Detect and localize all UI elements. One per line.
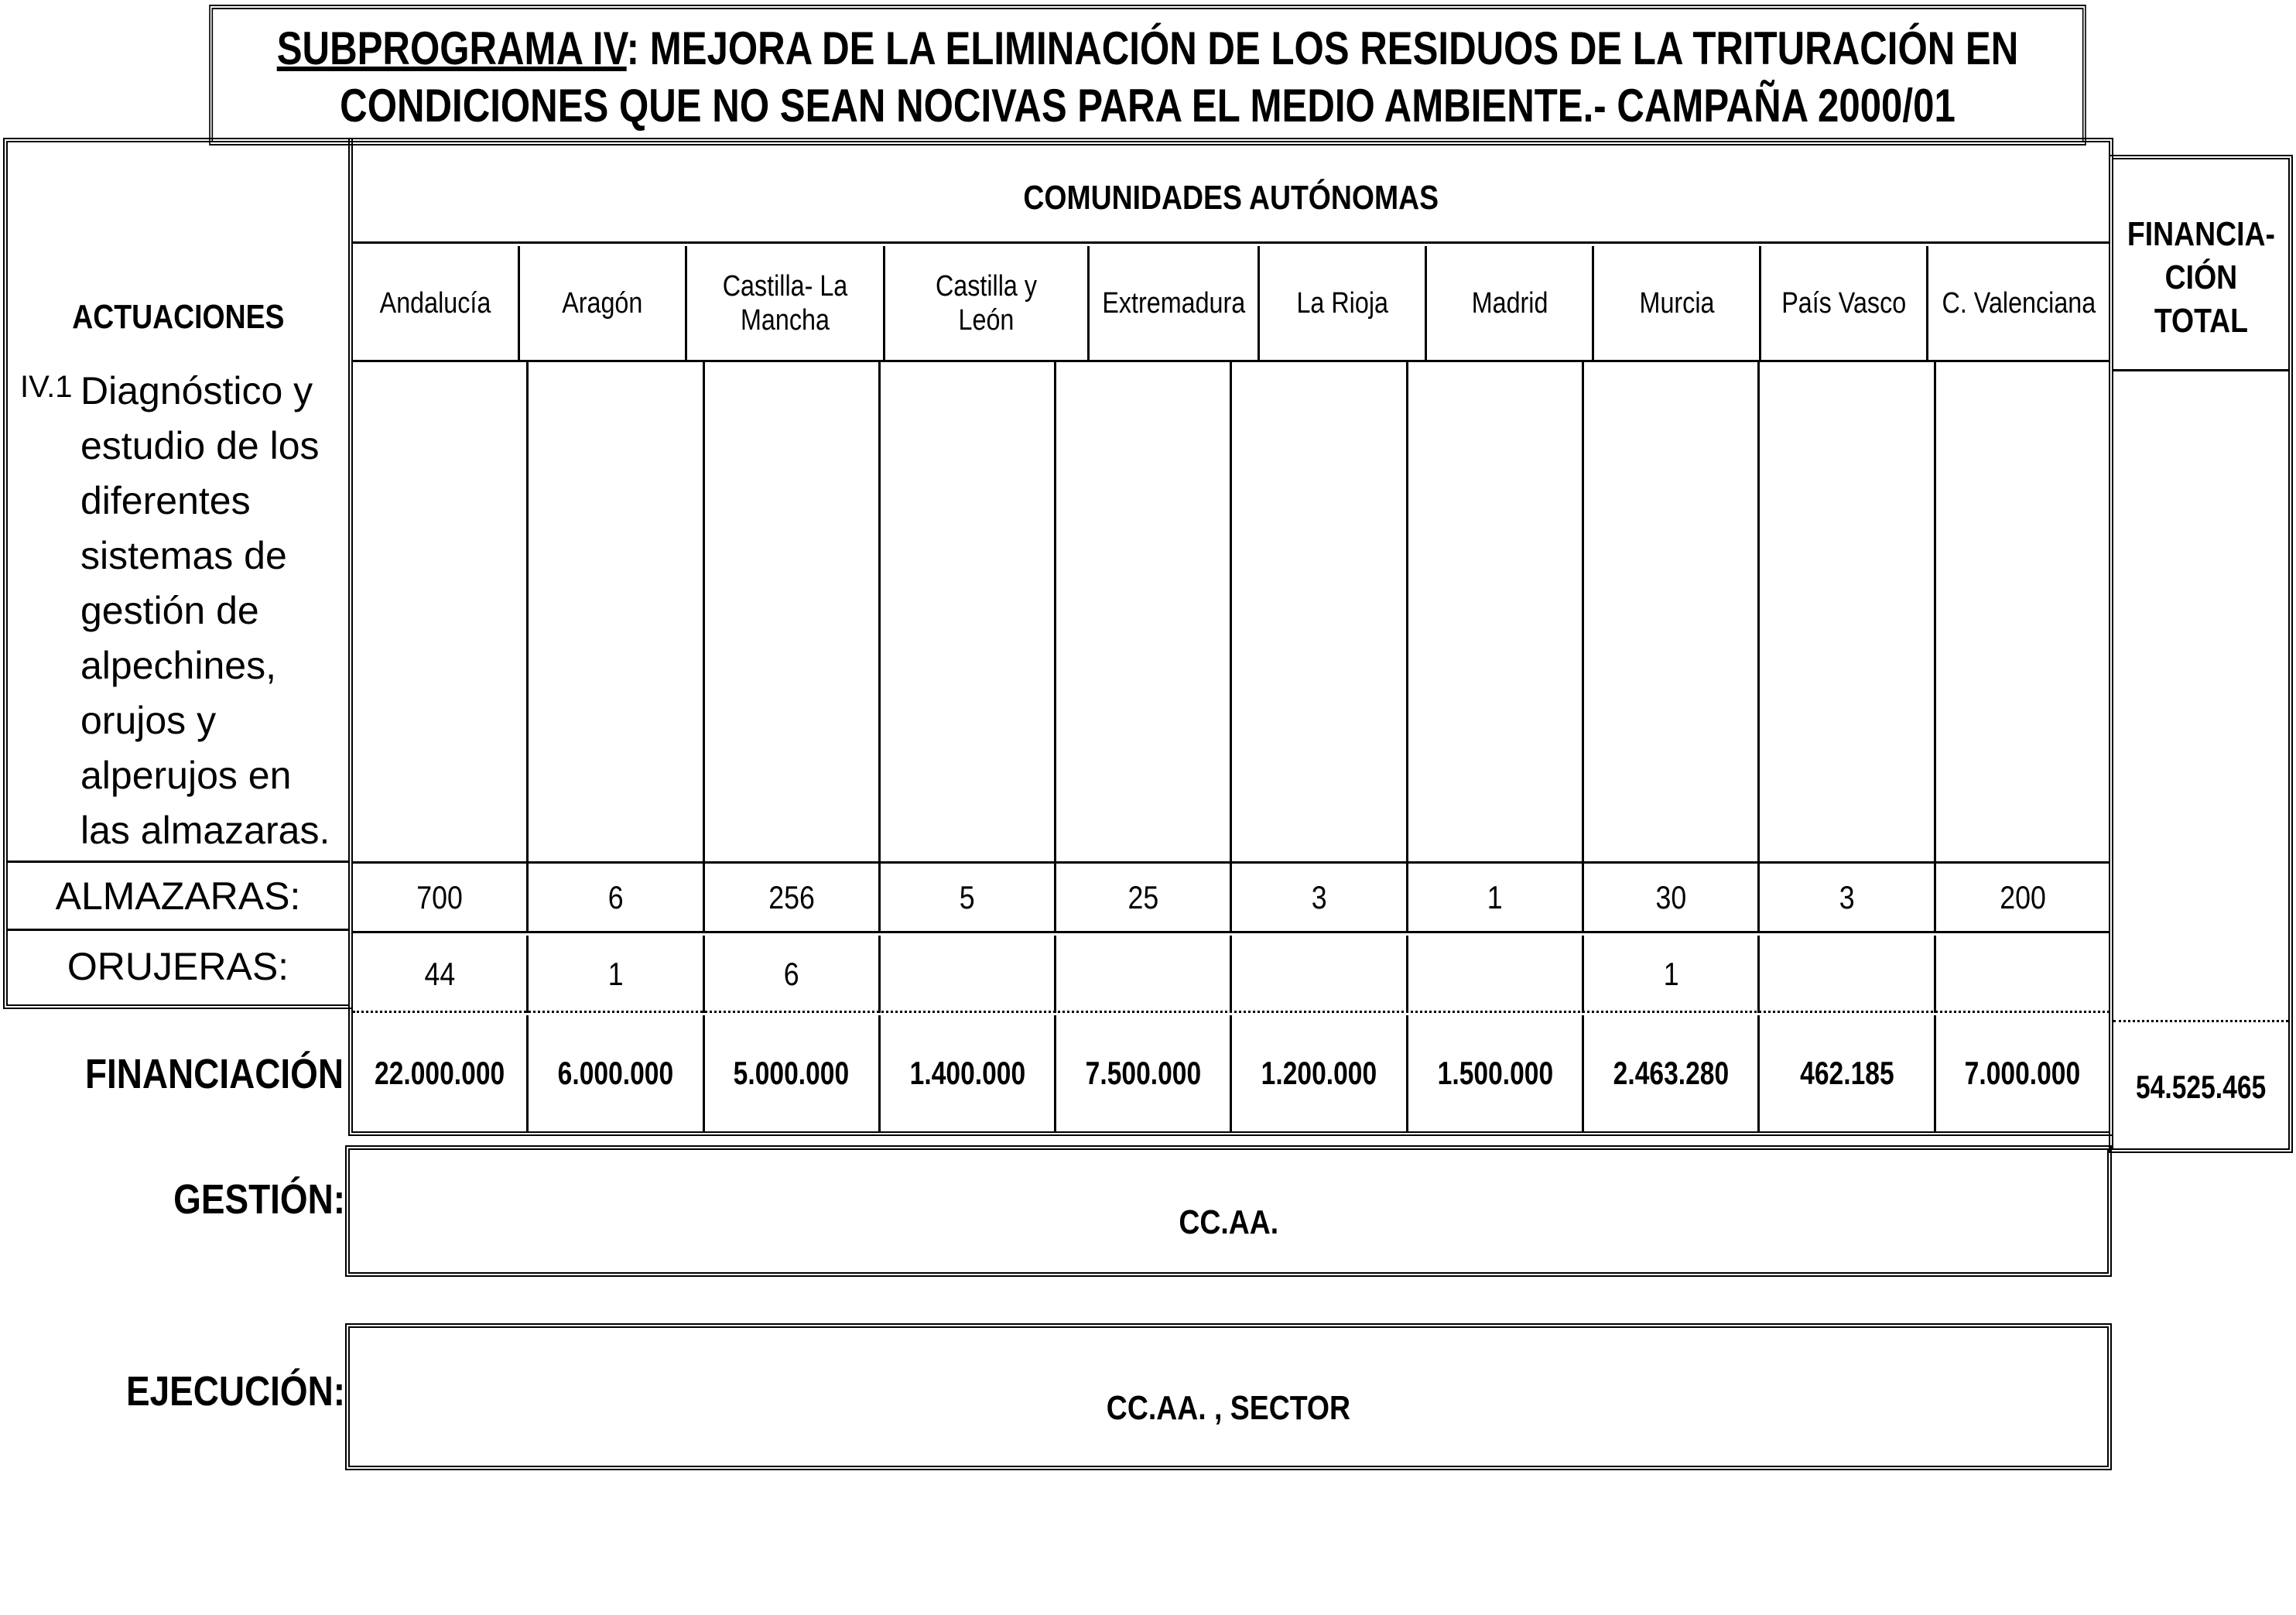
- value-cell: [1056, 936, 1232, 1013]
- value-cell: [1232, 936, 1408, 1013]
- financiacion-cell: 462.185: [1760, 1015, 1935, 1131]
- value-cell: 200: [2000, 878, 2046, 915]
- orujeras-label: ORUJERAS:: [67, 945, 289, 988]
- financiacion-cell: 2.463.280: [1584, 1015, 1760, 1131]
- action-description: Diagnóstico y estudio de los diferentes sistemas de gestión de alpechines, orujos y alperujos en las almazaras.: [80, 369, 330, 852]
- dotted-separator: [353, 1011, 2110, 1013]
- ejecucion-box: CC.AA. , SECTOR: [345, 1323, 2112, 1470]
- almazaras-label: ALMAZARAS:: [55, 874, 301, 918]
- almazaras-row: [353, 864, 2110, 933]
- value-cell: 25: [1056, 864, 1232, 931]
- value-cell: 1: [1408, 864, 1584, 931]
- financiacion-cell: 22.000.000: [353, 1015, 529, 1131]
- financiacion-cell: 7.500.000: [1056, 1015, 1232, 1131]
- dotted-separator-total: [2113, 1020, 2288, 1022]
- community-header: C. Valenciana: [1942, 286, 2096, 320]
- community-header: Aragón: [520, 246, 687, 360]
- community-header: Extremadura: [1090, 246, 1261, 360]
- community-header: La Rioja: [1260, 246, 1427, 360]
- financiacion-total-header: FINANCIA-CIÓN TOTAL: [2113, 186, 2288, 371]
- community-header: Castilla- La Mancha: [687, 246, 885, 360]
- community-header: Murcia: [1594, 246, 1761, 360]
- description-row: [353, 362, 2110, 864]
- value-cell: 3: [1760, 864, 1935, 931]
- ejecucion-label: EJECUCIÓN:: [125, 1367, 345, 1415]
- value-cell: 5: [881, 864, 1056, 931]
- gestion-label: GESTIÓN:: [173, 1176, 345, 1223]
- value-cell: 6: [529, 864, 704, 931]
- title-prefix: SUBPROGRAMA IV: [276, 22, 627, 74]
- financiacion-cell: 1.400.000: [881, 1015, 1056, 1131]
- page-title: [209, 5, 2086, 145]
- value-cell: 3: [1232, 864, 1408, 931]
- actuaciones-header: ACTUACIONES: [71, 298, 285, 336]
- value-cell: [881, 936, 1056, 1013]
- value-cell: [1408, 936, 1584, 1013]
- financiacion-cell: 7.000.000: [1965, 1055, 2081, 1091]
- financiacion-cell: 1.200.000: [1232, 1015, 1408, 1131]
- financiacion-label: FINANCIACIÓN: [84, 1050, 344, 1097]
- value-cell: 30: [1584, 864, 1760, 931]
- gestion-box: CC.AA.: [345, 1145, 2112, 1277]
- community-header: País Vasco: [1761, 246, 1928, 360]
- title-rest: : MEJORA DE LA ELIMINACIÓN DE LOS RESIDUOS DE LA TRITURACIÓN EN CONDICIONES QUE NO SEAN NOCIVAS PARA EL MEDIO AMBIENTE.- CAMPAÑA 2000/01: [340, 22, 2019, 132]
- financiacion-cell: 1.500.000: [1408, 1015, 1584, 1131]
- financiacion-total: 54.525.465: [2135, 1069, 2267, 1105]
- community-header: Andalucía: [353, 246, 520, 360]
- value-cell: [1936, 936, 2110, 1013]
- community-header: Madrid: [1427, 246, 1594, 360]
- value-cell: 1: [529, 936, 704, 1013]
- value-cell: 44: [353, 936, 529, 1013]
- financiacion-cell: 5.000.000: [705, 1015, 881, 1131]
- comunidades-header: COMUNIDADES AUTÓNOMAS: [353, 155, 2110, 244]
- community-header: Castilla y León: [885, 246, 1090, 360]
- value-cell: 1: [1584, 936, 1760, 1013]
- community-header-row: [353, 246, 2110, 362]
- financiacion-row: [353, 1015, 2110, 1131]
- action-code: IV.1: [20, 370, 73, 404]
- financiacion-cell: 6.000.000: [529, 1015, 704, 1131]
- value-cell: 700: [353, 864, 529, 931]
- orujeras-row: [353, 936, 2110, 1013]
- value-cell: [1760, 936, 1935, 1013]
- value-cell: 256: [705, 864, 881, 931]
- value-cell: 6: [705, 936, 881, 1013]
